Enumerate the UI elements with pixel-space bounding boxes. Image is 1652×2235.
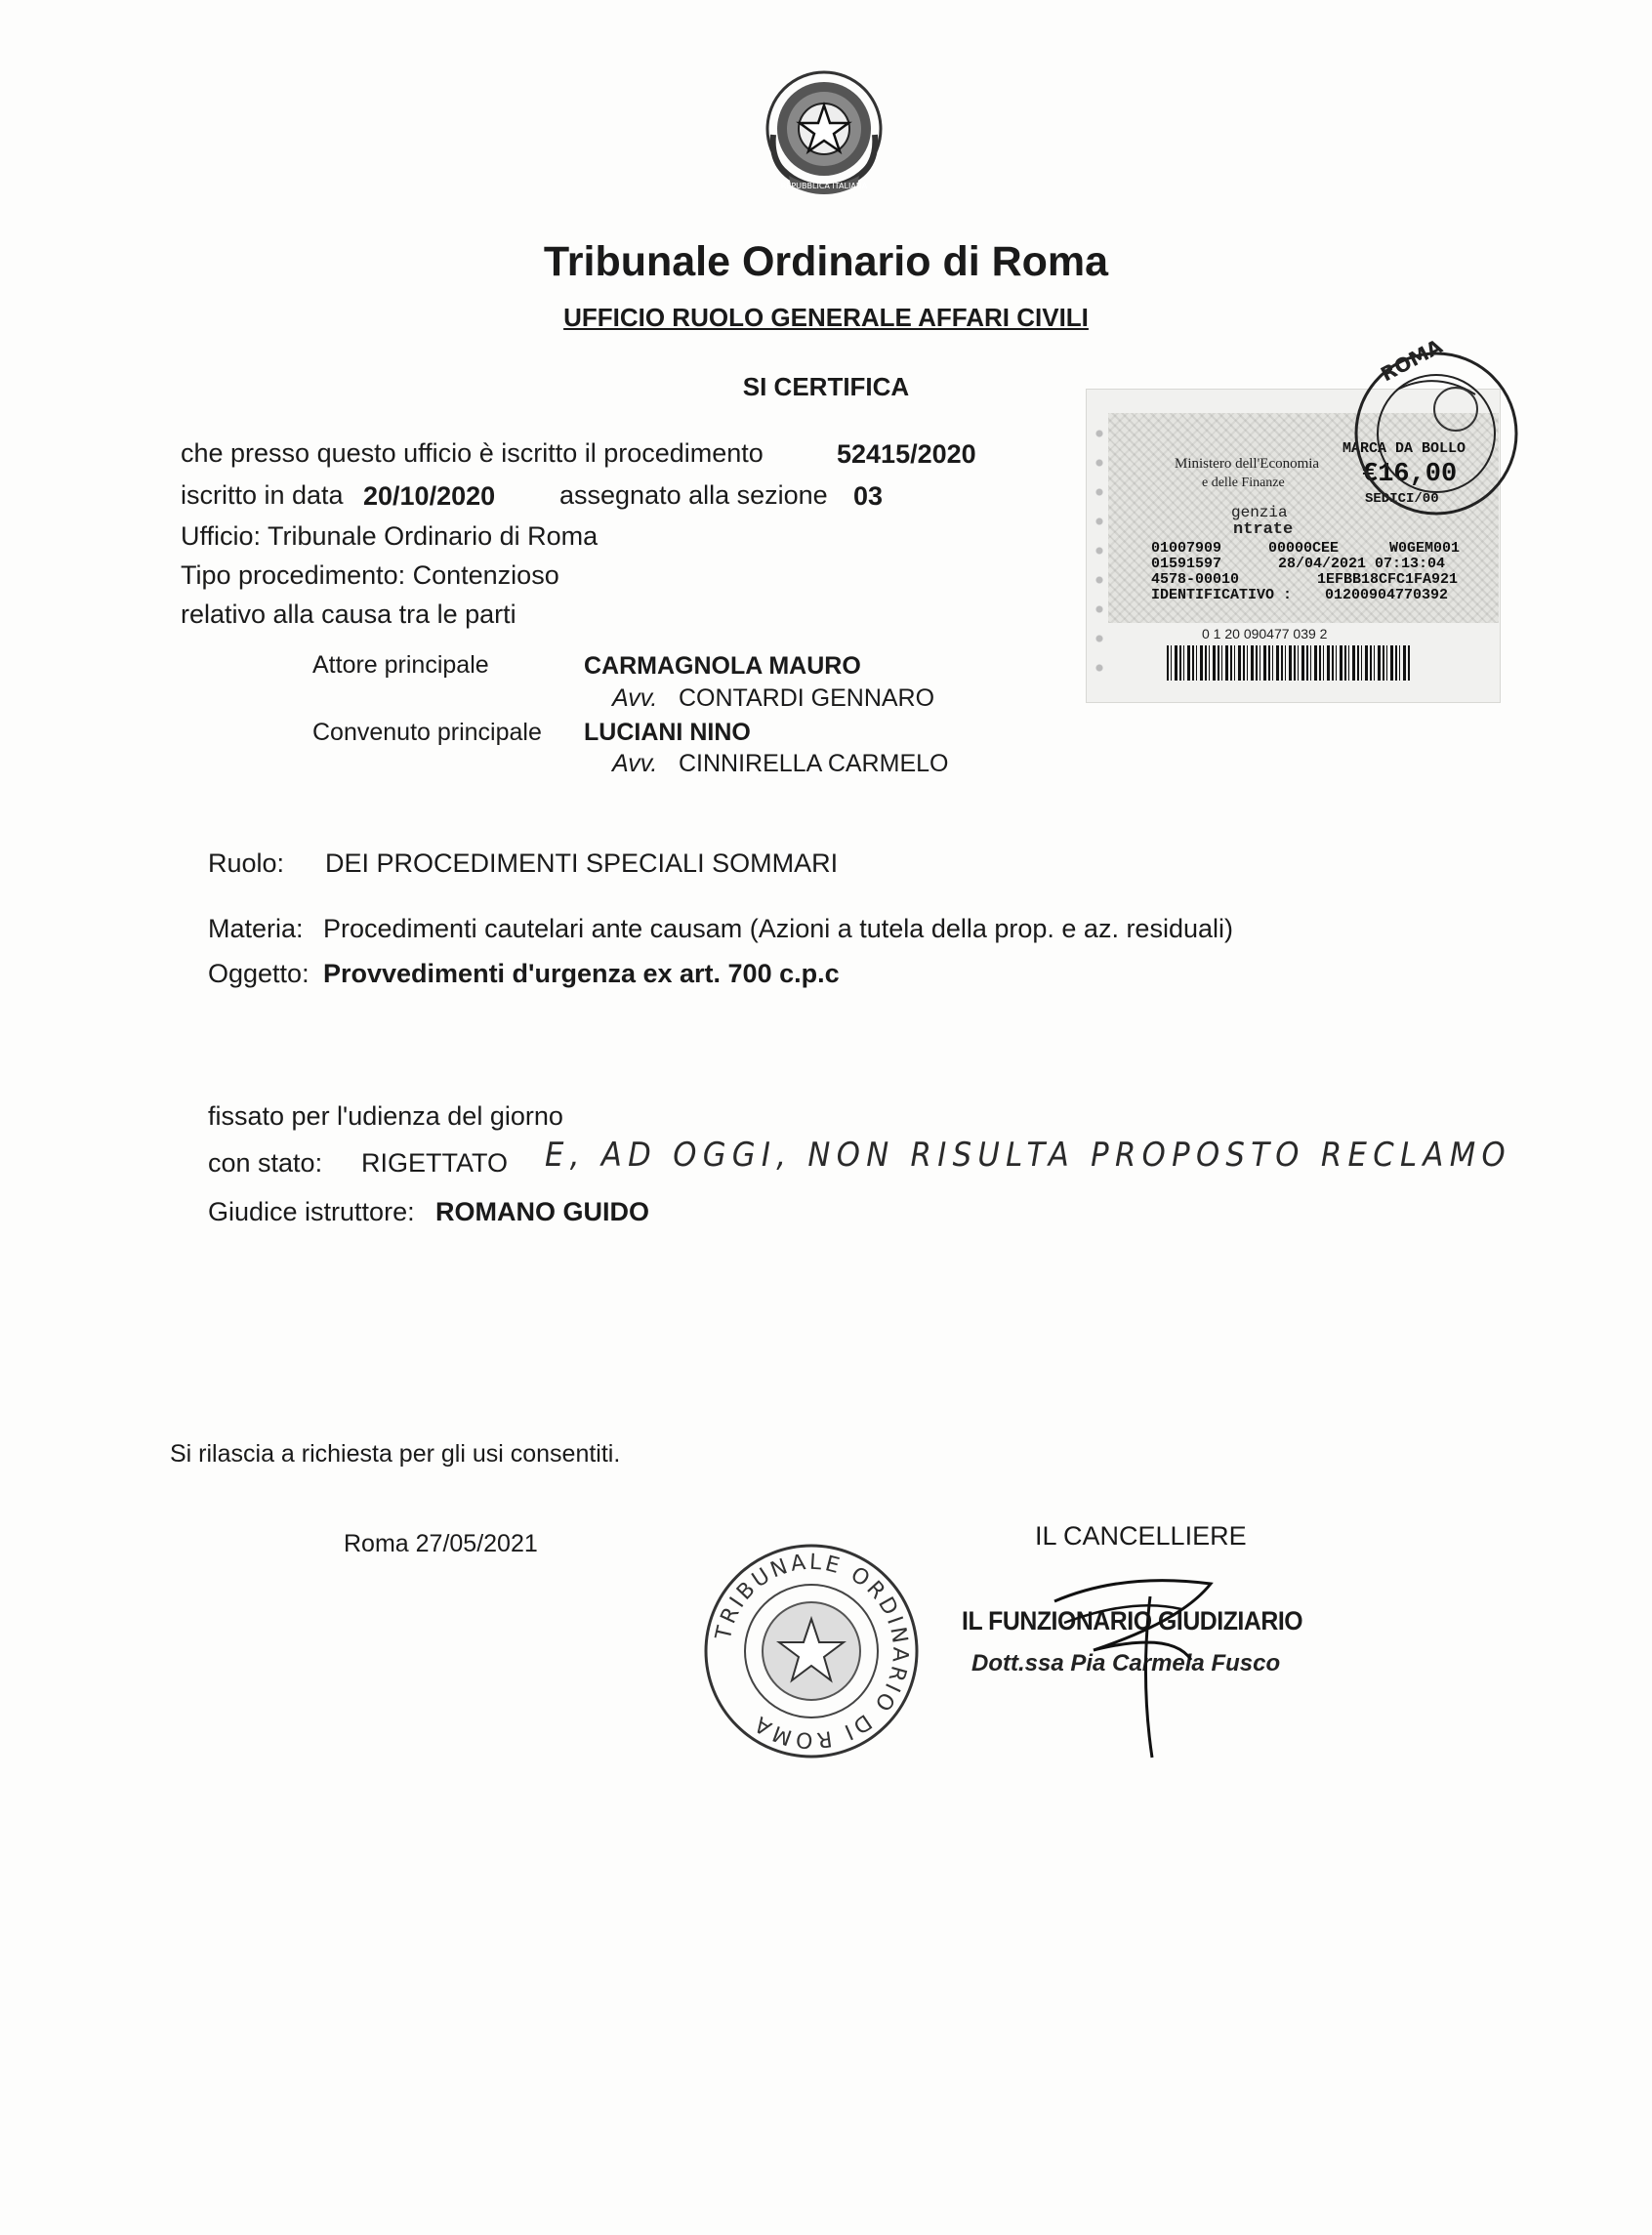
chancellor-title: IL CANCELLIERE [1035, 1521, 1247, 1551]
office-line: Ufficio: Tribunale Ordinario di Roma [181, 521, 599, 551]
registration-date: 20/10/2020 [363, 481, 496, 511]
stamp-ministry: Ministero dell'Economia [1175, 456, 1320, 472]
stamp-code-2: 00000CEE [1268, 540, 1340, 557]
revenue-stamp [1086, 334, 1501, 703]
handwritten-note [539, 1125, 1515, 1193]
section-label: assegnato alla sezione [559, 480, 828, 510]
role-value: DEI PROCEDIMENTI SPECIALI SOMMARI [325, 848, 839, 878]
defendant-lawyer: CINNIRELLA CARMELO [679, 750, 949, 777]
procedure-type-line: Tipo procedimento: Contenzioso [181, 560, 559, 590]
stamp-ministry-2: e delle Finanze [1202, 476, 1285, 490]
cancellation-postmark-icon [1339, 334, 1505, 526]
plaintiff-lawyer-prefix: Avv. [612, 684, 658, 712]
subject-label: Materia: [208, 914, 304, 943]
subject-value: Procedimenti cautelari ante causam (Azioni a tutela della prop. e az. residuali) [323, 914, 1233, 943]
state-label: con stato: [208, 1148, 323, 1178]
svg-text:TRIBUNALE ORDINARIO DI ROMA: TRIBUNALE ORDINARIO DI ROMA [711, 1550, 913, 1753]
stamp-agency-2: ntrate [1233, 520, 1294, 539]
stamp-identifier: 01200904770392 [1325, 587, 1449, 603]
stamp-title: MARCA DA BOLLO [1342, 440, 1466, 457]
judge-name: ROMANO GUIDO [435, 1197, 649, 1226]
case-number: 52415/2020 [837, 439, 976, 469]
role-label: Ruolo: [208, 848, 285, 878]
stamp-barcode [1167, 645, 1411, 681]
stamp-datetime: 28/04/2021 07:13:04 [1278, 556, 1446, 572]
intro-label: che presso questo ufficio è iscritto il procedimento [181, 438, 764, 468]
court-seal-icon [701, 1541, 922, 1761]
parties-intro: relativo alla causa tra le parti [181, 600, 516, 629]
stamp-code-4: 01591597 [1151, 556, 1222, 572]
svg-text:REPUBBLICA ITALIANA: REPUBBLICA ITALIANA [780, 182, 868, 190]
svg-text:E, AD OGGI, NON RISULTA PROPOS: E, AD OGGI, NON RISULTA PROPOSTO RECLAMO [545, 1136, 1511, 1175]
svg-text:ROMA: ROMA [1377, 334, 1447, 387]
plaintiff-label: Attore principale [312, 651, 489, 679]
court-title: Tribunale Ordinario di Roma [543, 238, 1109, 285]
stamp-identifier-label: IDENTIFICATIVO : [1151, 587, 1293, 603]
stamp-amount: €16,00 [1362, 460, 1458, 489]
stamp-barcode-number: 0 1 20 090477 039 2 [1202, 626, 1328, 642]
stamp-agency-1: genzia [1231, 504, 1288, 521]
object-label: Oggetto: [208, 959, 310, 988]
repubblica-italiana-emblem-icon [760, 66, 888, 198]
defendant-lawyer-prefix: Avv. [612, 750, 658, 777]
stamp-hash: 1EFBB18CFC1FA921 [1317, 571, 1459, 588]
stamp-series: SEDICI/00 [1365, 491, 1439, 507]
officer-name: Dott.ssa Pia Carmela Fusco [971, 1650, 1281, 1676]
date-label: iscritto in data [181, 480, 344, 510]
section-number: 03 [853, 481, 884, 511]
plaintiff-lawyer: CONTARDI GENNARO [679, 684, 935, 712]
hearing-label: fissato per l'udienza del giorno [208, 1101, 563, 1131]
state-value: RIGETTATO [361, 1148, 509, 1178]
stamp-code-1: 01007909 [1151, 540, 1222, 557]
object-value: Provvedimenti d'urgenza ex art. 700 c.p.c [323, 959, 840, 988]
defendant-name: LUCIANI NINO [584, 719, 751, 746]
office-subtitle: UFFICIO RUOLO GENERALE AFFARI CIVILI [563, 303, 1089, 332]
defendant-label: Convenuto principale [312, 719, 542, 746]
plaintiff-name: CARMAGNOLA MAURO [584, 652, 861, 680]
issued-for-text: Si rilascia a richiesta per gli usi consentiti. [170, 1440, 621, 1468]
stamp-code-5: 4578-00010 [1151, 571, 1240, 588]
officer-title: IL FUNZIONARIO GIUDIZIARIO [962, 1606, 1303, 1635]
certification-heading: SI CERTIFICA [742, 372, 910, 401]
judge-label: Giudice istruttore: [208, 1197, 415, 1226]
stamp-perforation [1093, 419, 1106, 683]
place-date: Roma 27/05/2021 [344, 1530, 538, 1557]
stamp-code-3: W0GEM001 [1389, 540, 1461, 557]
signature-icon [1035, 1562, 1230, 1767]
